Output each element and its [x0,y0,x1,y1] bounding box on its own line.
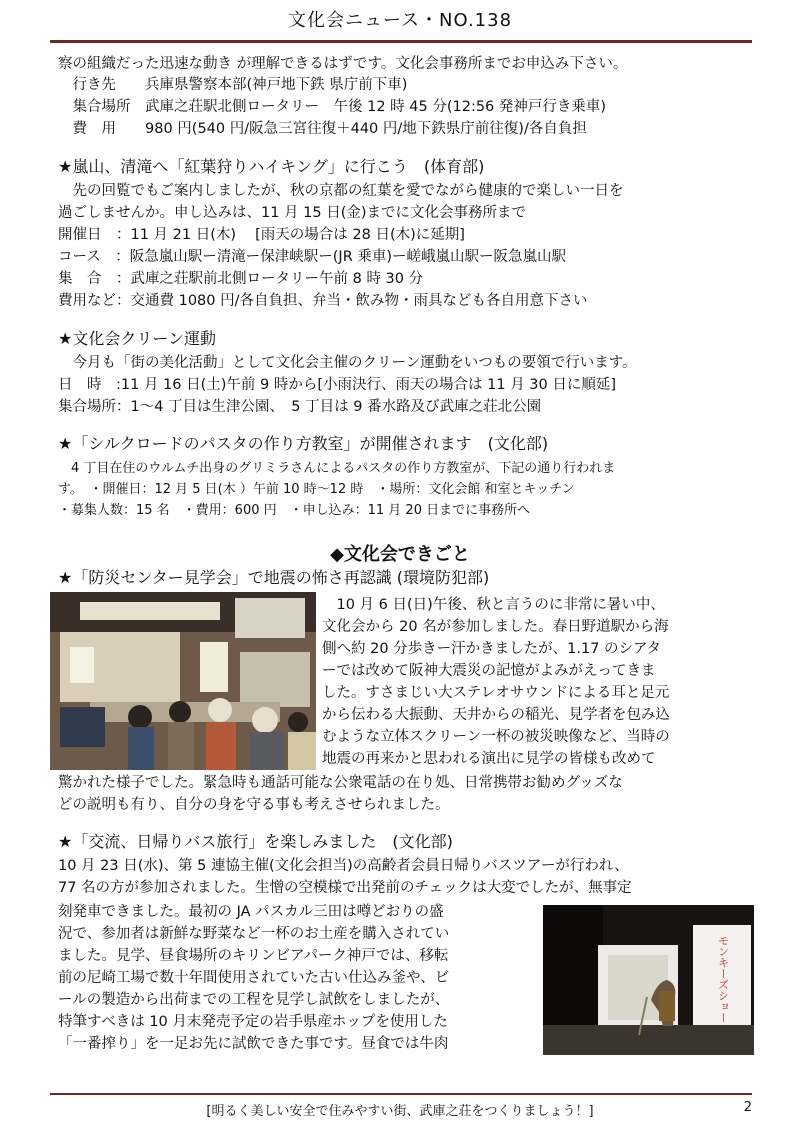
intro-line: 行き先 兵庫県警察本部(神戸地下鉄 県庁前下車) [58,77,408,93]
bus-line: ールの製造から出荷までの工程を見学し試飲をしましたが、 [58,992,450,1008]
disaster-line: ーでは改めて阪神大震災の記憶がよみがえってきま [322,663,656,679]
pasta-line: 4 丁目在住のウルムチ出身のグリミラさんによるパスタの作り方教室が、下記の通り行われま [58,461,616,476]
intro-line: 集合場所 武庫之荘駅北側ロータリー 午後 12 時 45 分(12:56 発神戸行き乗車) [58,99,607,115]
section-title-clean: ★文化会クリーン運動 [58,329,217,348]
footer-rule [50,1093,752,1095]
disaster-line: 驚かれた様子でした。緊急時も通話可能な公衆電話の在り処、日常携帯お勧めグッズな [58,775,623,791]
hiking-line: コース ：阪急嵐山駅ー清滝ー保津峡駅ー(JR 乗車)ー嵯峨嵐山駅ー阪急嵐山駅 [58,249,567,265]
intro-line: 費 用 980 円(540 円/阪急三宮往復＋440 円/地下鉄県庁前往復)/各自負担 [58,121,587,137]
pasta-line: ・募集人数：15 名 ・費用：600 円 ・申し込み：11 月 20 日までに事務所へ [58,503,531,518]
hiking-line: 費用など：交通費 1080 円/各自負担、弁当・飲み物・雨具なども各自用意下さい [58,293,588,309]
hiking-line: 集 合 ：武庫之荘駅前北側ロータリー午前 8 時 30 分 [58,271,424,287]
disaster-line: から伝わる大振動、天井からの稲光、見学者を包み込 [322,707,670,723]
page-title: 文化会ニュース・NO.138 [287,10,513,31]
pasta-line: す。 ・開催日：12 月 5 日(木 ）午前 10 時～12 時 ・場所：文化会館 和室とキッチン [58,482,575,497]
hiking-line: 開催日 ：11 月 21 日(木) [雨天の場合は 28 日(木)に延期] [58,227,465,243]
disaster-center-photo [50,592,316,770]
stage-sign-text: モンキーズショー [716,935,730,1023]
bus-line: 況で、参加者は新鮮な野菜など一杯のお土産を購入されてい [58,926,450,942]
clean-line: 今月も「街の美化活動」として文化会主催のクリーン運動をいつもの要領で行います。 [58,355,637,371]
hiking-line: 先の回覧でもご案内しましたが、秋の京都の紅葉を愛でながら健康的で楽しい一日を [58,183,624,199]
bus-line: 10 月 23 日(水)、第 5 連協主催(文化会担当)の高齢者会員日帰りバスツアーが行われ、 [58,858,629,874]
footer-slogan: [明るく美しい安全で住みやすい街、武庫之荘をつくりましょう！] [206,1104,594,1119]
hiking-line: 過ごしませんか。申し込みは、11 月 15 日(金)までに文化会事務所まで [58,205,527,221]
disaster-line: むような立体スクリーン一杯の被災映像など、当時の [322,729,670,745]
disaster-line: 地震の再来かと思われる演出に見学の皆様も改めて [322,751,656,767]
disaster-line: どの説明も有り、自分の身を守る事も考えさせられました。 [58,797,450,813]
section-title-pasta: ★「シルクロードのパスタの作り方教室」が開催されます (文化部) [58,434,549,453]
section-title-disaster: ★「防災センター見学会」で地震の怖さ再認識 (環境防犯部) [58,568,490,587]
monkey-show-photo [543,905,754,1055]
clean-line: 日 時 :11 月 16 日(土)午前 9 時から[小雨決行、雨天の場合は 11 月 30 日に順延] [58,377,617,393]
bus-line: 「一番搾り」を一足お先に試飲できた事です。昼食では牛肉 [58,1036,449,1052]
bus-line: 前の尼崎工場で数十年間使用されていた古い仕込み釜や、ビ [58,970,450,986]
section-title-bus: ★「交流、日帰りバス旅行」を楽しみました (文化部) [58,832,453,851]
bus-line: 77 名の方が参加されました。生憎の空模様で出発前のチェックは大変でしたが、無事定 [58,880,632,896]
bus-line: 特筆すべきは 10 月末発売予定の岩手県産ホップを使用した [58,1014,448,1030]
disaster-line: した。すさまじい大ステレオサウンドによる耳と足元 [322,685,670,701]
events-heading: ◆文化会できごと [330,544,470,565]
disaster-line: 文化会から 20 名が参加しました。春日野道駅から海 [322,619,669,635]
disaster-line: 側へ約 20 分歩きー汗かきましたが、1.17 のシアタ [322,641,662,657]
intro-line: 察の組織だった迅速な動き が理解できるはずです。文化会事務所までお申込み下さい。 [58,56,628,72]
disaster-line: 10 月 6 日(日)午後、秋と言うのに非常に暑い中、 [322,597,665,613]
clean-line: 集合場所：1～4 丁目は生津公園、 5 丁目は 9 番水路及び武庫之荘北公園 [58,399,542,415]
section-title-hiking: ★嵐山、清滝へ「紅葉狩りハイキング」に行こう (体育部) [58,157,485,176]
header-rule [50,40,752,43]
bus-line: ました。見学、昼食場所のキリンビアパーク神戸では、移転 [58,948,449,964]
bus-line: 刻発車できました。最初の JA パスカル三田は噂どおりの盛 [58,904,444,920]
page-number: 2 [743,1100,752,1115]
